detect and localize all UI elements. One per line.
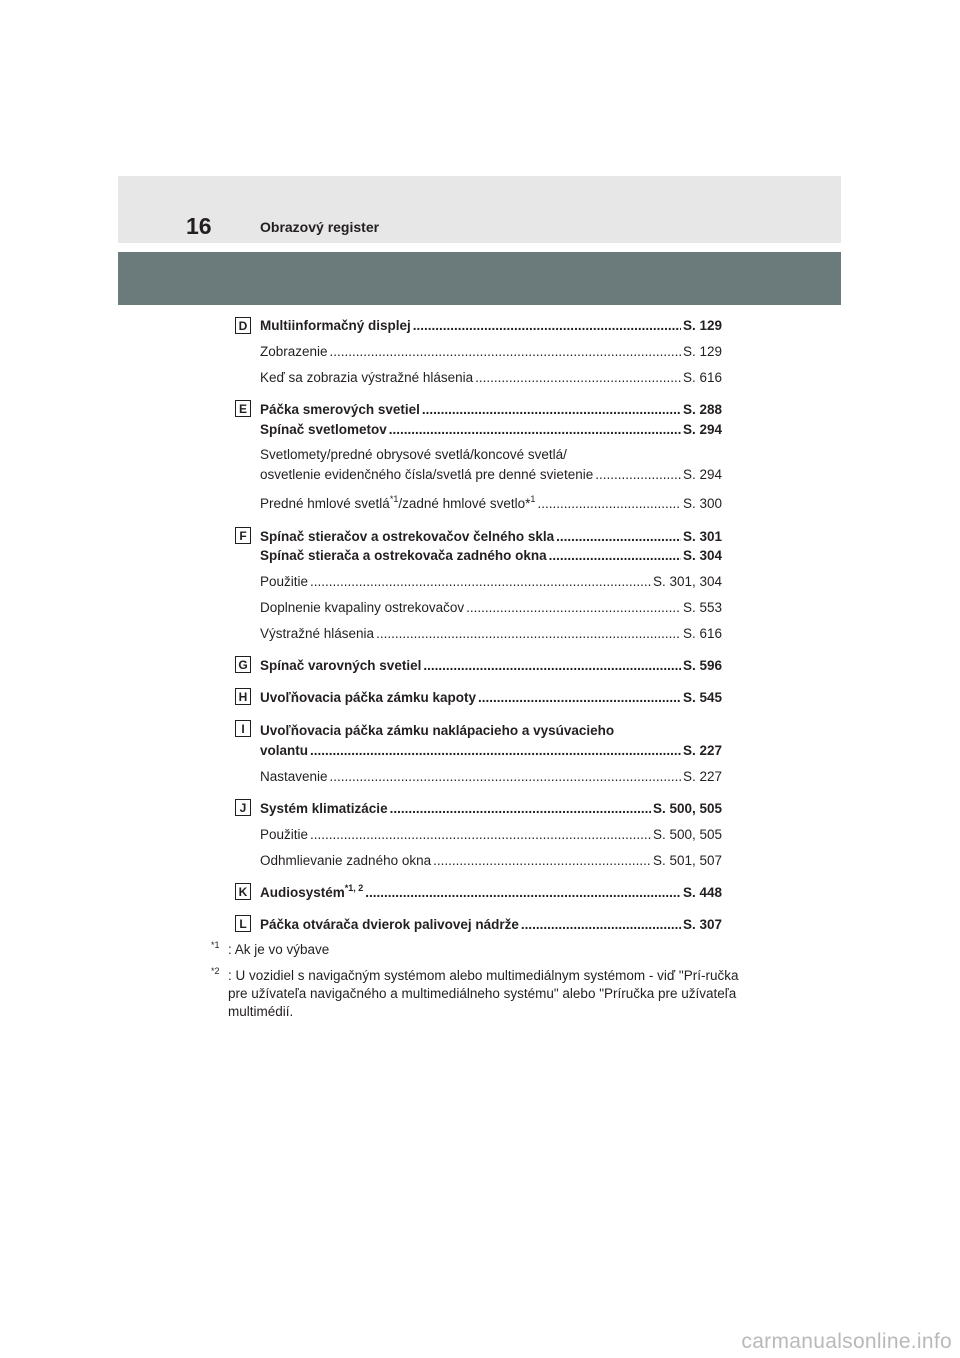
entry-text: osvetlenie evidenčného čísla/svetlá pre denné svietenie (260, 467, 594, 482)
entry-page: S. 545 (682, 690, 722, 705)
footnote-text: : Ak je vo výbave (228, 942, 330, 957)
index-entry[interactable] (260, 689, 722, 706)
index-entry[interactable] (260, 547, 722, 564)
section-letter-j: J (235, 799, 251, 816)
index-entry[interactable] (260, 800, 722, 817)
footnote-mark: *2 (211, 966, 220, 976)
entry-text: Páčka otvárača dvierok palivovej nádrže (260, 917, 519, 932)
section-band (118, 252, 841, 305)
section-letter-i: I (235, 720, 251, 737)
entry-text: Audiosystém$^{*1, 2}$ (260, 883, 364, 900)
index-entry[interactable] (260, 573, 722, 590)
entry-page: S. 294 (682, 422, 722, 437)
entry-page: S. 294 (682, 467, 722, 482)
index-entry[interactable] (260, 852, 722, 869)
entry-text: Spínač stierača a ostrekovača zadného okna (260, 548, 547, 563)
entry-text: Odhmlievanie zadného okna (260, 853, 432, 868)
entry-page: S. 304 (682, 548, 722, 563)
index-entry[interactable] (260, 768, 722, 785)
footnote-text: : U vozidiel s navigačným systémom alebo multimediálnym systémom - viď "Prí-ručka pre užívateľa navigačného a multimediálneho systému" alebo "Príručka pre užívateľa multimédií. (228, 968, 739, 1019)
index-entry[interactable] (260, 343, 722, 360)
entry-text: Uvoľňovacia páčka zámku kapoty (260, 690, 477, 705)
index-entry[interactable] (260, 369, 722, 386)
index-entry[interactable] (260, 599, 722, 616)
entry-page: S. 227 (682, 743, 722, 758)
entry-page: S. 288 (682, 402, 722, 417)
index-entry[interactable] (260, 884, 722, 901)
entry-text: Predné hmlové svetlá$^{*1}$/zadné hmlové svetlo*$^1$ (260, 494, 536, 511)
page-title: Obrazový register (260, 219, 380, 235)
watermark: carmanualsonline.info (741, 1330, 952, 1353)
entry-text: Použitie (260, 827, 309, 842)
entry-page: S. 300 (682, 496, 722, 511)
header-band (118, 176, 841, 243)
section-letter-h: H (235, 688, 251, 705)
index-entry[interactable] (260, 495, 722, 512)
footnote-ref: 1 (530, 494, 536, 504)
index-entry[interactable] (260, 826, 722, 843)
entry-text: Keď sa zobrazia výstražné hlásenia (260, 370, 474, 385)
footnote-ref: *1 (389, 494, 399, 504)
entry-text: Multiinformačný displej (260, 318, 411, 333)
entry-page: S. 500, 505 (652, 827, 722, 842)
entry-text: Použitie (260, 574, 309, 589)
entry-page: S. 301 (682, 529, 722, 544)
index-entry[interactable] (260, 916, 722, 933)
entry-text: Spínač svetlometov (260, 422, 387, 437)
entry-page: S. 448 (682, 885, 722, 900)
section-letter-d: D (235, 317, 251, 334)
section-letter-l: L (235, 915, 251, 932)
index-entry[interactable] (260, 625, 722, 642)
section-letter-g: G (235, 656, 251, 673)
section-letter-f: F (235, 527, 251, 544)
entry-text: Výstražné hlásenia (260, 626, 375, 641)
entry-page: S. 307 (682, 917, 722, 932)
entry-text: Zobrazenie (260, 344, 328, 359)
index-entry[interactable] (260, 466, 722, 483)
entry-text: Spínač varovných svetiel (260, 658, 422, 673)
section-letter-e: E (235, 400, 251, 417)
index-entry[interactable] (260, 421, 722, 438)
index-entry[interactable] (260, 657, 722, 674)
entry-page: S. 616 (682, 370, 722, 385)
index-entry[interactable] (260, 742, 722, 759)
index-entry-line: Uvoľňovacia páčka zámku naklápacieho a vysúvacieho (260, 723, 615, 738)
entry-text: Nastavenie (260, 769, 328, 784)
entry-text: Páčka smerových svetiel (260, 402, 420, 417)
entry-page: S. 616 (682, 626, 722, 641)
entry-page: S. 129 (682, 344, 722, 359)
entry-text: Spínač stieračov a ostrekovačov čelného skla (260, 529, 555, 544)
entry-text: Doplnenie kvapaliny ostrekovačov (260, 600, 465, 615)
footnote-mark: *1 (211, 940, 220, 950)
entry-page: S. 301, 304 (652, 574, 722, 589)
index-entry[interactable] (260, 528, 722, 545)
entry-page: S. 501, 507 (652, 853, 722, 868)
index-entry[interactable] (260, 401, 722, 418)
index-entry-line: Svetlomety/predné obrysové svetlá/koncové svetlá/ (260, 447, 567, 462)
entry-page: S. 500, 505 (652, 801, 722, 816)
entry-page: S. 596 (682, 658, 722, 673)
footnote-ref: *1, 2 (344, 883, 364, 893)
entry-page: S. 227 (682, 769, 722, 784)
entry-text: volantu (260, 743, 309, 758)
page-number: 16 (186, 213, 212, 239)
entry-text: Systém klimatizácie (260, 801, 388, 816)
index-entry[interactable] (260, 317, 722, 334)
entry-page: S. 129 (682, 318, 722, 333)
entry-page: S. 553 (682, 600, 722, 615)
section-letter-k: K (235, 883, 251, 900)
